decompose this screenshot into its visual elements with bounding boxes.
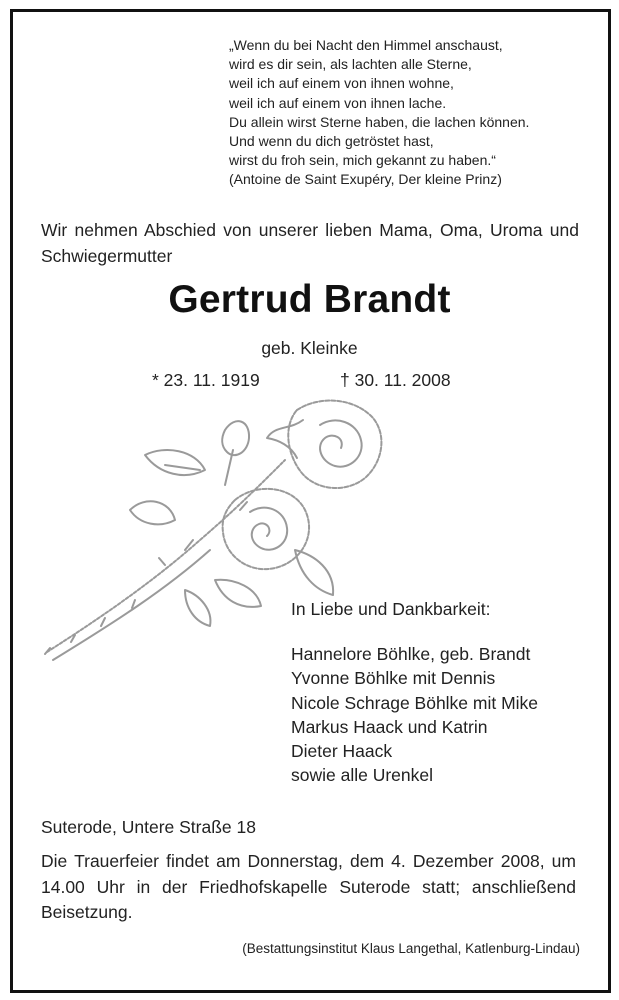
mourner-name: Dieter Haack (291, 741, 393, 762)
intro-text: Wir nehmen Abschied von unserer lieben Mama, Oma, Uroma und Schwiegermutter (41, 220, 579, 266)
quote-line: weil ich auf einem von ihnen wohne, (229, 75, 454, 92)
address: Suterode, Untere Straße 18 (41, 817, 256, 837)
ceremony-text: Die Trauerfeier findet am Donnerstag, dem 4. Dezember 2008, um 14.00 Uhr in der Friedhofskapelle Suterode statt; anschließend Beisetzung. (41, 851, 576, 922)
quote-line: Und wenn du dich getröstet hast, (229, 133, 434, 150)
quote-line: Du allein wirst Sterne haben, die lachen können. (229, 113, 530, 130)
quote-line: wirst du froh sein, mich gekannt zu haben.“ (229, 152, 496, 169)
quote-line: weil ich auf einem von ihnen lache. (229, 94, 447, 111)
mourners-heading: In Liebe und Dankbarkeit: (291, 599, 491, 619)
deceased-name: Gertrud Brandt (168, 278, 451, 321)
quote-block (229, 36, 599, 190)
mourner-name: Nicole Schrage Böhlke mit Mike (291, 692, 539, 713)
mourner-name: Yvonne Böhlke mit Dennis (291, 668, 496, 689)
birth-date: * 23. 11. 1919 (152, 370, 260, 390)
mourner-name: Hannelore Böhlke, geb. Brandt (291, 644, 531, 664)
quote-line: „Wenn du bei Nacht den Himmel anschaust, (229, 37, 503, 53)
undertaker-credit: (Bestattungsinstitut Klaus Langethal, Katlenburg-Lindau) (242, 941, 580, 956)
mourner-name: Markus Haack und Katrin (291, 716, 488, 737)
mourners-list (291, 642, 538, 788)
quote-attribution: (Antoine de Saint Exupéry, Der kleine Prinz) (229, 171, 502, 188)
mourner-name: sowie alle Urenkel (291, 765, 434, 786)
death-date: † 30. 11. 2008 (340, 370, 451, 390)
quote-line: wird es dir sein, als lachten alle Sterne, (229, 56, 472, 73)
rose-illustration (35, 390, 395, 680)
birth-name: geb. Kleinke (261, 338, 358, 358)
